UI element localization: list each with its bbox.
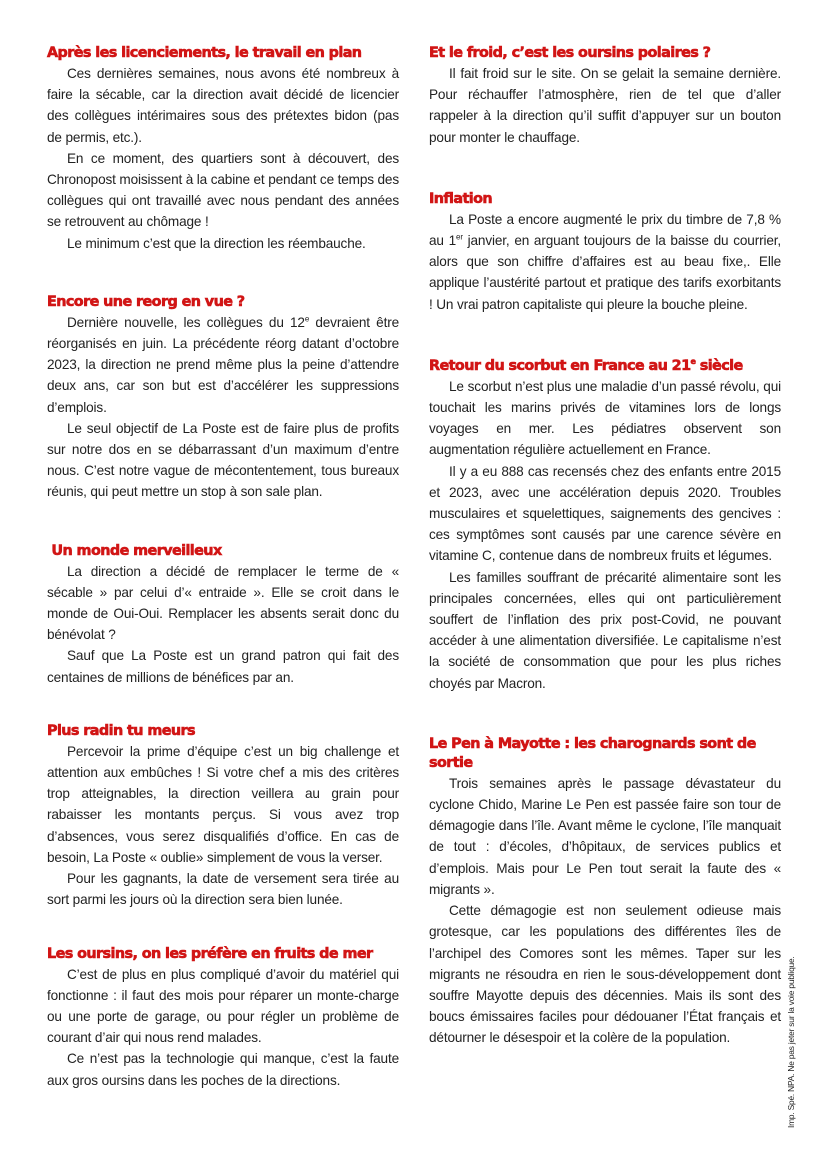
article-paragraph: Cette démagogie est non seulement odieuse mais grotesque, car les populations des différentes îles de l’archipel des Comores sont les mêmes. Taper sur les migrants ne résoudra en rien le sous-développement dont souffre Mayotte depuis des décennies. Mais ils sont des boucs émissaires faciles pour dédouaner l’État français et détourner le désespoir et la colère de la population.: [429, 903, 781, 1046]
text-run: Dernière nouvelle, les collègues du 12: [67, 314, 305, 330]
article-headline: Inflation: [429, 190, 493, 207]
article-froid: [429, 44, 781, 148]
article-headline: Plus radin tu meurs: [47, 722, 195, 739]
superscript: e: [690, 357, 696, 367]
text-run: devraient être réorganisés en juin. La précédente réorg datant d’octobre 2023, la direction ne prend même plus la peine d’attendre deux ans, car son but est d’accélérer les suppressions d’emplois.: [47, 314, 399, 415]
article-inflation: [429, 190, 781, 315]
article-paragraph: Ces dernières semaines, nous avons été nombreux à faire la sécable, car la direction avait décidé de licencier des collègues intérimaires sous des prétextes bidon (pas de permis, etc.).: [47, 66, 399, 145]
article-paragraph: La direction a décidé de remplacer le terme de « sécable » par celui d’« entraide ». Elle se croit dans le monde de Oui-Oui. Remplacer les absents serait donc du bénévolat ?: [47, 563, 399, 643]
article-monde-merveilleux: [47, 542, 399, 688]
right-column: [429, 44, 781, 1049]
article-paragraph: [47, 312, 399, 418]
left-column: [47, 44, 399, 1091]
article-paragraph: Pour les gagnants, la date de versement sera tirée au sort parmi les jours où la direction sera bien lunée.: [47, 871, 399, 908]
article-paragraph: Il y a eu 888 cas recensés chez des enfants entre 2015 et 2023, avec une accélération depuis 2020. Troubles musculaires et squelettiques, saignements des gencives : ces symptômes sont causés par une carence sévère en vitamine C, contenue dans de nombreux fruits et légumes.: [429, 463, 781, 564]
superscript: e: [304, 314, 310, 324]
article-headline: Encore une reorg en vue ?: [47, 293, 245, 310]
article-paragraph: Le minimum c’est que la direction les réembauche.: [67, 235, 366, 251]
imprint-notice: Imp. Spé. NPA. Ne pas jeter sur la voie publique.: [786, 956, 796, 1128]
text-run: La Poste a encore augmenté le prix du timbre de 7,8 % au 1: [429, 211, 781, 249]
article-paragraph: Le seul objectif de La Poste est de faire plus de profits sur notre dos en se débarrassant d’un maximum d’entre nous. C’est notre vague de mécontentement, tous bureaux réunis, qui peut mettre un stop à son sale plan.: [47, 420, 399, 500]
article-paragraph: [429, 209, 781, 315]
article-paragraph: C’est de plus en plus compliqué d’avoir du matériel qui fonctionne : il faut des mois pour réparer un monte-charge ou une porte de garage, ou pour régler un problème de courant d’air qui nous rend malades.: [47, 966, 399, 1046]
article-paragraph: Il fait froid sur le site. On se gelait la semaine dernière. Pour réchauffer l’atmosphère, rien de tel que d’aller rappeler à la direction qu’il suffit d’appuyer sur un bouton pour monter le chauffage.: [429, 66, 781, 145]
article-headline: Après les licenciements, le travail en plan: [47, 45, 362, 61]
article-paragraph: Trois semaines après le passage dévastateur du cyclone Chido, Marine Le Pen est passée faire son tour de démagogie dans l’île. Avant même le cyclone, l’île manquait de tout : d’écoles, d’hôpitaux, de services publics et d’emplois. Mais pour Le Pen tout serait la faute des « migrants ».: [429, 775, 781, 897]
article-headline: Les oursins, on les préfère en fruits de mer: [47, 945, 373, 962]
article-scorbut: [429, 357, 781, 694]
article-headline: Un monde merveilleux: [47, 542, 222, 559]
article-paragraph: Percevoir la prime d’équipe c’est un big challenge et attention aux embûches ! Si votre chef a mis des critères trop atteignables, la direction veillera au grain pour rabaisser les montants perçus. Si vous avez trop d’absences, vous serez disqualifiés d’office. En cas de besoin, La Poste « oublie» simplement de vous la verser.: [47, 743, 399, 865]
article-reorg: [47, 293, 399, 503]
article-headline: [429, 357, 781, 376]
article-oursins: [47, 945, 399, 1091]
article-licenciements: [47, 44, 399, 254]
article-headline: Le Pen à Mayotte : les charognards sont de sortie: [429, 735, 756, 771]
article-paragraph: Ce n’est pas la technologie qui manque, c’est la faute aux gros oursins dans les poches de la directions.: [47, 1051, 399, 1088]
article-mayotte: [429, 735, 781, 1049]
superscript: er: [456, 232, 463, 242]
article-paragraph: En ce moment, des quartiers sont à découvert, des Chronopost moisissent à la cabine et pendant ce temps des collègues qui ont travaillé avec nous pendant des années se retrouvent au chômage !: [47, 150, 399, 230]
text-run: siècle: [695, 357, 743, 374]
text-run: janvier, en arguant toujours de la baisse du courrier, alors que son chiffre d’affaires est au beau fixe,. Elle applique l’austérité partout et pratique des tarifs exorbitants ! Un vrai patron capitaliste qui pleure la bouche pleine.: [429, 233, 781, 312]
article-paragraph: Le scorbut n’est plus une maladie d’un passé révolu, qui touchait les marins privés de vitamines lors de longs voyages en mer. Les pédiatres observent son augmentation régulière actuellement en France.: [429, 378, 781, 458]
article-paragraph: Sauf que La Poste est un grand patron qui fait des centaines de millions de bénéfices par an.: [47, 648, 399, 685]
text-run: Retour du scorbut en France au 21: [429, 357, 691, 374]
article-paragraph: Les familles souffrant de précarité alimentaire sont les principales concernées, elles qui ont particulièrement souffert de l’inflation des prix post-Covid, ne pouvant accéder à une alimentation diversifiée. Le capitalisme n’est la société de consommation que pour les plus riches choyés par Macron.: [429, 569, 781, 691]
article-radin: [47, 722, 399, 911]
article-headline: Et le froid, c’est les oursins polaires ?: [429, 45, 711, 61]
